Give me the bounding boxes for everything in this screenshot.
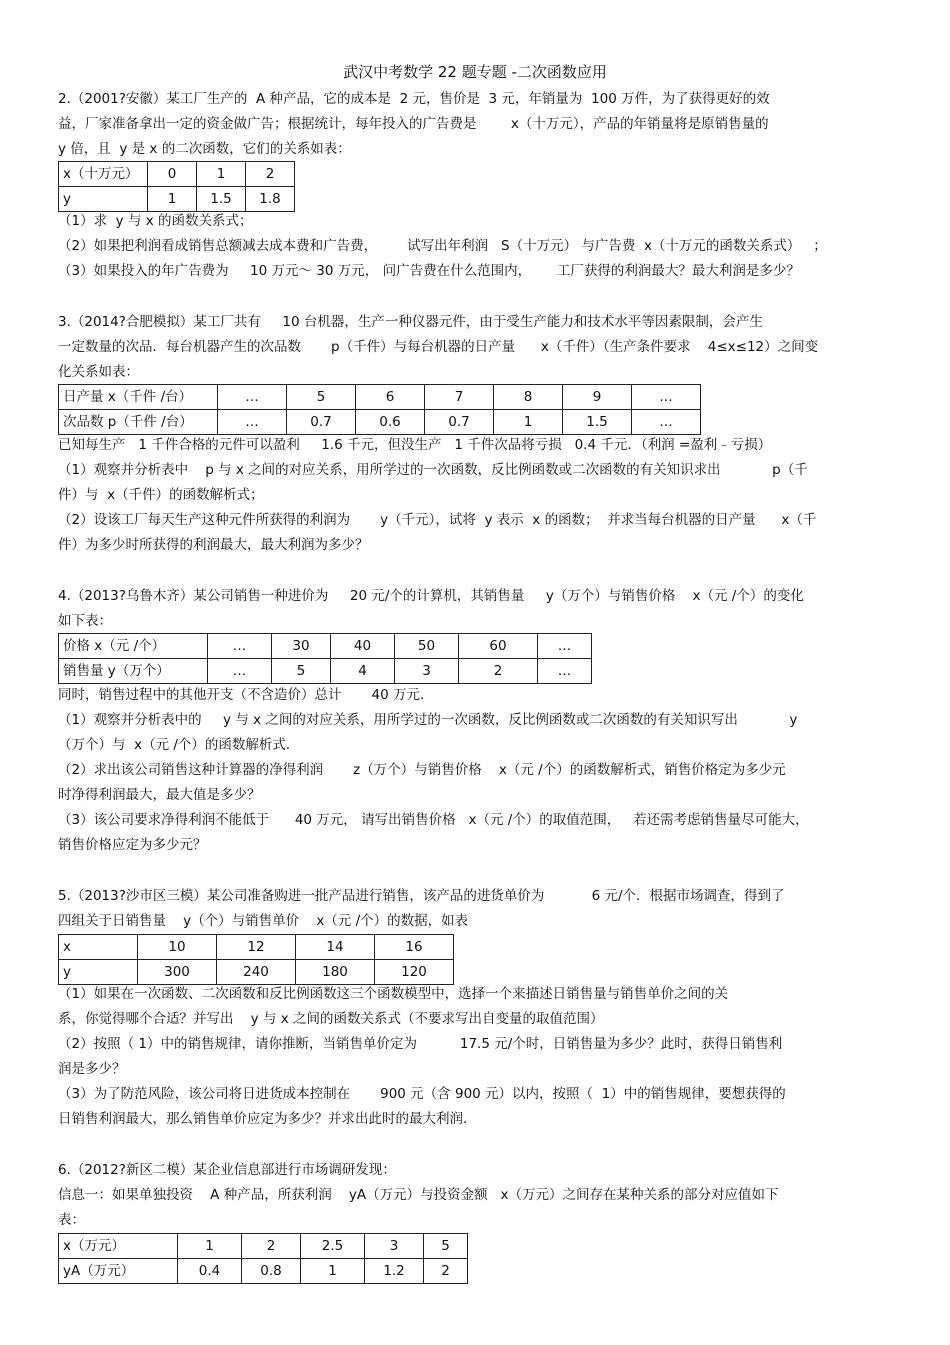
table-row	[59, 1259, 468, 1284]
table-row	[59, 1234, 468, 1259]
table-cell: x（万元）	[59, 1234, 178, 1259]
q5-after-line: （2）按照（ 1）中的销售规律，请你推断，当销售单价定为 17.5 元/个时，日销售量为多少？此时，获得日销售利	[58, 1036, 783, 1052]
table-cell: …	[218, 410, 287, 435]
table-cell: 4	[331, 659, 395, 684]
table-cell: 1	[301, 1259, 365, 1284]
q5-lines-line: 四组关于日销售量 y（个）与销售单价 x（元 /个）的数据，如表	[58, 913, 469, 929]
q3-after-line: 件）为多少时所获得的利润最大，最大利润为多少？	[58, 537, 369, 553]
q4-after-line: （3）该公司要求净得利润不能低于 40 万元， 请写出销售价格 x（元 /个）的取值范围， 若还需考虑销售量尽可能大，	[58, 812, 809, 828]
table-cell: 5	[424, 1234, 468, 1259]
question-5-table	[58, 934, 454, 985]
question-4-table	[58, 633, 592, 684]
table-row	[59, 960, 454, 985]
question-3-text	[58, 310, 894, 385]
table-cell: 1.8	[246, 187, 295, 212]
q2-lines-line: 益，厂家准备拿出一定的资金做广告；根据统计，每年投入的广告费是 x（十万元），产品的年销量将是原销售量的	[58, 116, 769, 132]
table-cell: 次品数 p（千件 /台）	[59, 410, 218, 435]
table-cell: 0.8	[242, 1259, 301, 1284]
question-5-subquestions	[58, 982, 894, 1132]
table-cell: y	[59, 187, 148, 212]
table-cell: 销售量 y（万个）	[59, 659, 208, 684]
question-2-text	[58, 87, 894, 162]
table-row	[59, 187, 295, 212]
q2-after-line: （2）如果把利润看成销售总额减去成本费和广告费， 试写出年利润 S（十万元） 与广告费 x（十万元的函数关系式） ；	[58, 238, 827, 254]
table-cell: 6	[356, 385, 425, 410]
table-cell: 60	[459, 634, 538, 659]
table-cell: x	[59, 935, 138, 960]
table-cell: 1.5	[563, 410, 632, 435]
table-cell: 30	[272, 634, 331, 659]
q4-after-line: （1）观察并分析表中的 y 与 x 之间的对应关系，用所学过的一次函数，反比例函数或二次函数的有关知识写出 y	[58, 712, 798, 728]
table-cell: 1	[148, 187, 197, 212]
question-2-table	[58, 161, 295, 212]
table-cell: 50	[395, 634, 459, 659]
table-cell: 0.6	[356, 410, 425, 435]
q3-lines-line: 3.（2014?合肥模拟）某工厂共有 10 台机器，生产一种仪器元件，由于受生产能力和技术水平等因素限制，会产生	[58, 314, 763, 330]
q3-after-line: 已知每生产 1 千件合格的元件可以盈利 1.6 千元，但没生产 1 千件次品将亏损 0.4 千元．（利润 =盈利﹣亏损）	[58, 437, 772, 453]
table-row	[59, 162, 295, 187]
table-row	[59, 659, 592, 684]
table-cell: 180	[296, 960, 375, 985]
table-cell: 2	[246, 162, 295, 187]
table-cell: 0	[148, 162, 197, 187]
table-cell: 40	[331, 634, 395, 659]
q3-lines-line: 化关系如表：	[58, 364, 139, 380]
table-cell: 2.5	[301, 1234, 365, 1259]
table-cell: …	[218, 385, 287, 410]
document-title: 武汉中考数学 22 题专题 -二次函数应用	[343, 63, 607, 81]
table-cell: 1.5	[197, 187, 246, 212]
table-cell: 1	[494, 410, 563, 435]
table-cell: 5	[287, 385, 356, 410]
table-row	[59, 634, 592, 659]
q6-lines-line: 表：	[58, 1212, 85, 1228]
table-cell: 8	[494, 385, 563, 410]
q4-lines-line: 如下表：	[58, 613, 112, 629]
question-2-subquestions	[58, 209, 894, 284]
table-cell: …	[538, 634, 592, 659]
q4-after-line: 同时，销售过程中的其他开支（不含造价）总计 40 万元．	[58, 687, 434, 703]
table-cell: 价格 x（元 /个）	[59, 634, 208, 659]
table-cell: 14	[296, 935, 375, 960]
table-cell: y	[59, 960, 138, 985]
table-cell: 2	[459, 659, 538, 684]
question-6-table	[58, 1233, 468, 1284]
table-cell: 1	[197, 162, 246, 187]
q5-after-line: （3）为了防范风险，该公司将日进货成本控制在 900 元（含 900 元）以内，按照（ 1）中的销售规律，要想获得的	[58, 1086, 786, 1102]
table-cell: 300	[138, 960, 217, 985]
table-cell: 9	[563, 385, 632, 410]
q4-after-line: 销售价格应定为多少元？	[58, 837, 207, 853]
table-cell: x（十万元）	[59, 162, 148, 187]
table-cell: …	[632, 385, 701, 410]
table-cell: 1.2	[365, 1259, 424, 1284]
table-cell: 2	[242, 1234, 301, 1259]
table-cell: 5	[272, 659, 331, 684]
q5-after-line: 日销售利润最大，那么销售单价应定为多少？并求出此时的最大利润．	[58, 1111, 477, 1127]
q6-lines-line: 信息一：如果单独投资 A 种产品，所获利润 yA（万元）与投资金额 x（万元）之间存在某种关系的部分对应值如下	[58, 1187, 779, 1203]
table-row	[59, 410, 701, 435]
q5-lines-line: 5.（2013?沙市区三模）某公司准备购进一批产品进行销售，该产品的进货单价为 6 元/个．根据市场调查，得到了	[58, 888, 785, 904]
q4-after-line: 时净得利润最大，最大值是多少？	[58, 787, 261, 803]
q3-after-line: 件）与 x（千件）的函数解析式；	[58, 487, 264, 503]
q3-lines-line: 一定数量的次品．每台机器产生的次品数 p（千件）与每台机器的日产量 x（千件）（生产条件要求 4≤x≤12）之间变	[58, 339, 819, 355]
table-cell: …	[632, 410, 701, 435]
table-cell: …	[208, 634, 272, 659]
q2-after-line: （3）如果投入的年广告费为 10 万元～ 30 万元， 问广告费在什么范围内， 工厂获得的利润最大？最大利润是多少？	[58, 263, 800, 279]
table-cell: 0.7	[287, 410, 356, 435]
table-cell: 120	[375, 960, 454, 985]
table-cell: 2	[424, 1259, 468, 1284]
table-cell: …	[208, 659, 272, 684]
question-6-text	[58, 1158, 894, 1233]
table-row	[59, 935, 454, 960]
q2-after-line: （1）求 y 与 x 的函数关系式；	[58, 213, 253, 229]
table-cell: 10	[138, 935, 217, 960]
table-cell: 240	[217, 960, 296, 985]
question-4-text	[58, 584, 894, 634]
table-cell: 3	[395, 659, 459, 684]
q2-lines-line: y 倍，且 y 是 x 的二次函数，它们的关系如表：	[58, 141, 351, 157]
table-cell: …	[538, 659, 592, 684]
table-cell: 0.4	[178, 1259, 242, 1284]
q4-after-line: （万个）与 x（元 /个）的函数解析式．	[58, 737, 300, 753]
q5-after-line: （1）如果在一次函数、二次函数和反比例函数这三个函数模型中，选择一个来描述日销售量与销售单价之间的关	[58, 986, 729, 1002]
q5-after-line: 系，你觉得哪个合适？并写出 y 与 x 之间的函数关系式（不要求写出自变量的取值范围）	[58, 1011, 604, 1027]
q3-after-line: （2）设该工厂每天生产这种元件所获得的利润为 y（千元），试将 y 表示 x 的函数； 并求当每台机器的日产量 x（千	[58, 512, 817, 528]
question-3-table	[58, 384, 701, 435]
q4-lines-line: 4.（2013?乌鲁木齐）某公司销售一种进价为 20 元/个的计算机，其销售量 y（万个）与销售价格 x（元 /个）的变化	[58, 588, 804, 604]
table-cell: 7	[425, 385, 494, 410]
table-cell: 3	[365, 1234, 424, 1259]
table-cell: 0.7	[425, 410, 494, 435]
q4-after-line: （2）求出该公司销售这种计算器的净得利润 z（万个）与销售价格 x（元 /个）的函数解析式，销售价格定为多少元	[58, 762, 786, 778]
q5-after-line: 润是多少？	[58, 1061, 126, 1077]
question-4-subquestions	[58, 683, 894, 858]
q3-after-line: （1）观察并分析表中 p 与 x 之间的对应关系，用所学过的一次函数，反比例函数或二次函数的有关知识求出 p（千	[58, 462, 808, 478]
table-cell: 12	[217, 935, 296, 960]
table-cell: 16	[375, 935, 454, 960]
q2-lines-line: 2.（2001?安徽）某工厂生产的 A 种产品，它的成本是 2 元，售价是 3 元，年销量为 100 万件，为了获得更好的效	[58, 91, 770, 107]
table-cell: yA（万元）	[59, 1259, 178, 1284]
table-row	[59, 385, 701, 410]
q6-lines-line: 6.（2012?新区二模）某企业信息部进行市场调研发现：	[58, 1162, 396, 1178]
table-cell: 日产量 x（千件 /台）	[59, 385, 218, 410]
question-5-text	[58, 884, 894, 934]
question-3-subquestions	[58, 433, 894, 558]
table-cell: 1	[178, 1234, 242, 1259]
